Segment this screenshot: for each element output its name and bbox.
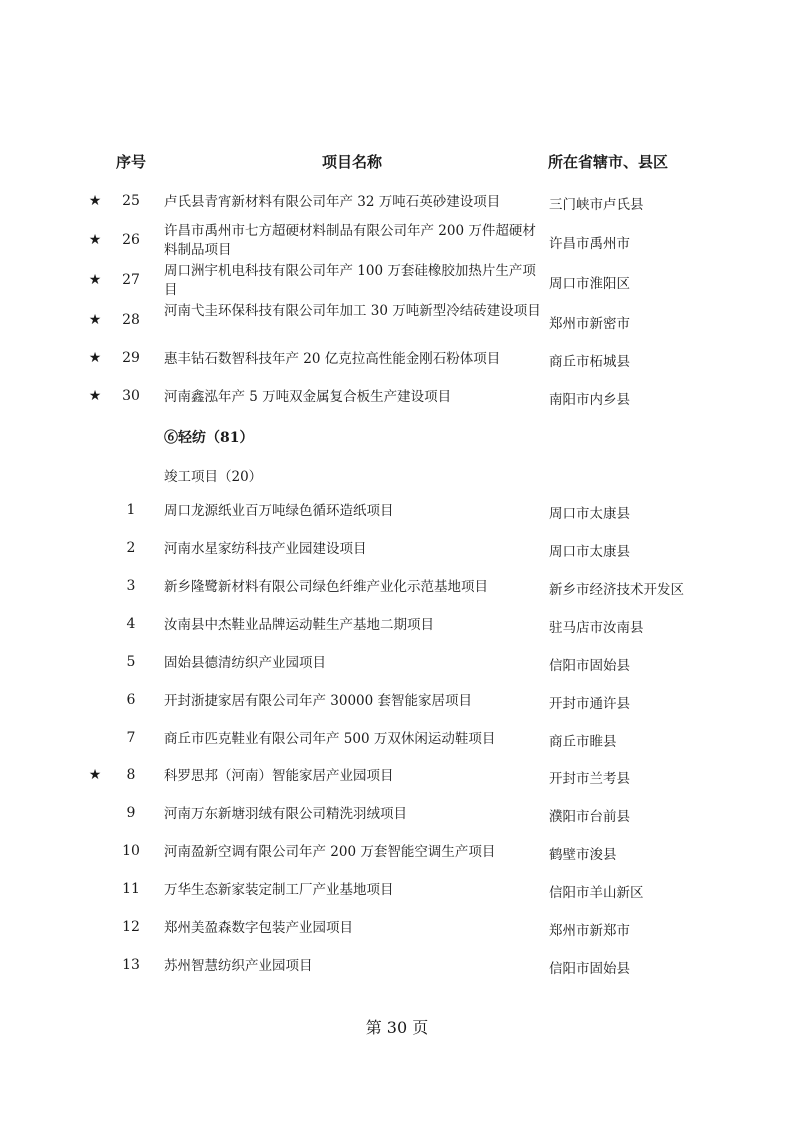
project-name: 万华生态新家装定制工厂产业基地项目	[164, 882, 394, 898]
project-name: 卢氏县青宵新材料有限公司年产 32 万吨石英砂建设项目	[164, 194, 501, 210]
star-icon: ★	[88, 350, 102, 366]
row-number: 26	[122, 232, 140, 248]
star-icon: ★	[88, 232, 102, 248]
project-name: 河南弋圭环保科技有限公司年加工 30 万吨新型冷结砖建设项目	[164, 303, 541, 319]
star-icon: ★	[88, 388, 102, 404]
project-name: 周口龙源纸业百万吨绿色循环造纸项目	[164, 503, 394, 519]
project-name: 科罗思邦（河南）智能家居产业园项目	[164, 768, 394, 784]
row-number: 7	[126, 730, 136, 746]
project-name: 河南盈新空调有限公司年产 200 万套智能空调生产项目	[164, 844, 496, 860]
project-location: 信阳市固始县	[549, 658, 630, 674]
row-number: 27	[122, 272, 140, 288]
project-name: 河南水星家纺科技产业园建设项目	[164, 541, 367, 557]
row-number: 4	[126, 616, 136, 632]
row-number: 6	[126, 692, 136, 708]
project-location: 信阳市固始县	[549, 961, 630, 977]
project-location: 新乡市经济技术开发区	[549, 582, 684, 598]
row-number: 2	[126, 540, 136, 556]
project-name: 许昌市禹州市七方超硬材料制品有限公司年产 200 万件超硬材料制品项目	[164, 223, 536, 258]
project-name: 苏州智慧纺织产业园项目	[164, 958, 313, 974]
project-name: 商丘市匹克鞋业有限公司年产 500 万双休闲运动鞋项目	[164, 731, 496, 747]
project-location: 三门峡市卢氏县	[549, 197, 644, 213]
project-location: 郑州市新郑市	[549, 923, 630, 939]
project-location: 开封市通许县	[549, 696, 630, 712]
row-number: 13	[122, 957, 140, 973]
project-location: 鹤壁市浚县	[549, 847, 617, 863]
row-number: 28	[122, 312, 140, 328]
project-location: 南阳市内乡县	[549, 392, 630, 408]
project-location: 商丘市柘城县	[549, 354, 630, 370]
header-name: 项目名称	[322, 153, 383, 171]
project-location: 信阳市羊山新区	[549, 885, 644, 901]
row-number: 5	[126, 654, 136, 670]
row-number: 29	[122, 350, 140, 366]
project-location: 濮阳市台前县	[549, 809, 630, 825]
project-name: 河南鑫泓年产 5 万吨双金属复合板生产建设项目	[164, 389, 452, 405]
project-name: 汝南县中杰鞋业品牌运动鞋生产基地二期项目	[164, 617, 434, 633]
row-number: 8	[126, 767, 136, 783]
project-location: 许昌市禹州市	[549, 236, 630, 252]
star-icon: ★	[88, 312, 102, 328]
row-number: 12	[122, 919, 140, 935]
project-name: 郑州美盈森数字包装产业园项目	[164, 920, 353, 936]
project-location: 周口市太康县	[549, 544, 630, 560]
row-number: 25	[122, 193, 140, 209]
project-location: 周口市太康县	[549, 506, 630, 522]
header-location: 所在省辖市、县区	[548, 153, 669, 171]
star-icon: ★	[88, 193, 102, 209]
section-title: ⑥轻纺（81）	[164, 430, 254, 446]
project-location: 开封市兰考县	[549, 771, 630, 787]
project-name: 新乡隆鹭新材料有限公司绿色纤维产业化示范基地项目	[164, 579, 488, 595]
project-name: 固始县德清纺织产业园项目	[164, 655, 326, 671]
project-location: 商丘市睢县	[549, 734, 617, 750]
star-icon: ★	[88, 272, 102, 288]
project-location: 周口市淮阳区	[549, 276, 630, 292]
page-number: 第 30 页	[365, 1018, 429, 1037]
row-number: 30	[122, 388, 140, 404]
header-num: 序号	[116, 153, 147, 171]
project-name: 惠丰钻石数智科技年产 20 亿克拉高性能金刚石粉体项目	[164, 351, 501, 367]
row-number: 9	[126, 805, 136, 821]
row-number: 11	[122, 881, 140, 897]
project-name: 河南万东新塘羽绒有限公司精洗羽绒项目	[164, 806, 407, 822]
project-name: 周口洲宇机电科技有限公司年产 100 万套硅橡胶加热片生产项目	[164, 263, 536, 298]
star-icon: ★	[88, 767, 102, 783]
subsection-title: 竣工项目（20）	[164, 469, 263, 485]
project-name: 开封浙捷家居有限公司年产 30000 套智能家居项目	[164, 693, 473, 709]
row-number: 10	[122, 843, 140, 859]
project-location: 郑州市新密市	[549, 316, 630, 332]
project-location: 驻马店市汝南县	[549, 620, 644, 636]
row-number: 3	[126, 578, 136, 594]
row-number: 1	[126, 502, 136, 518]
